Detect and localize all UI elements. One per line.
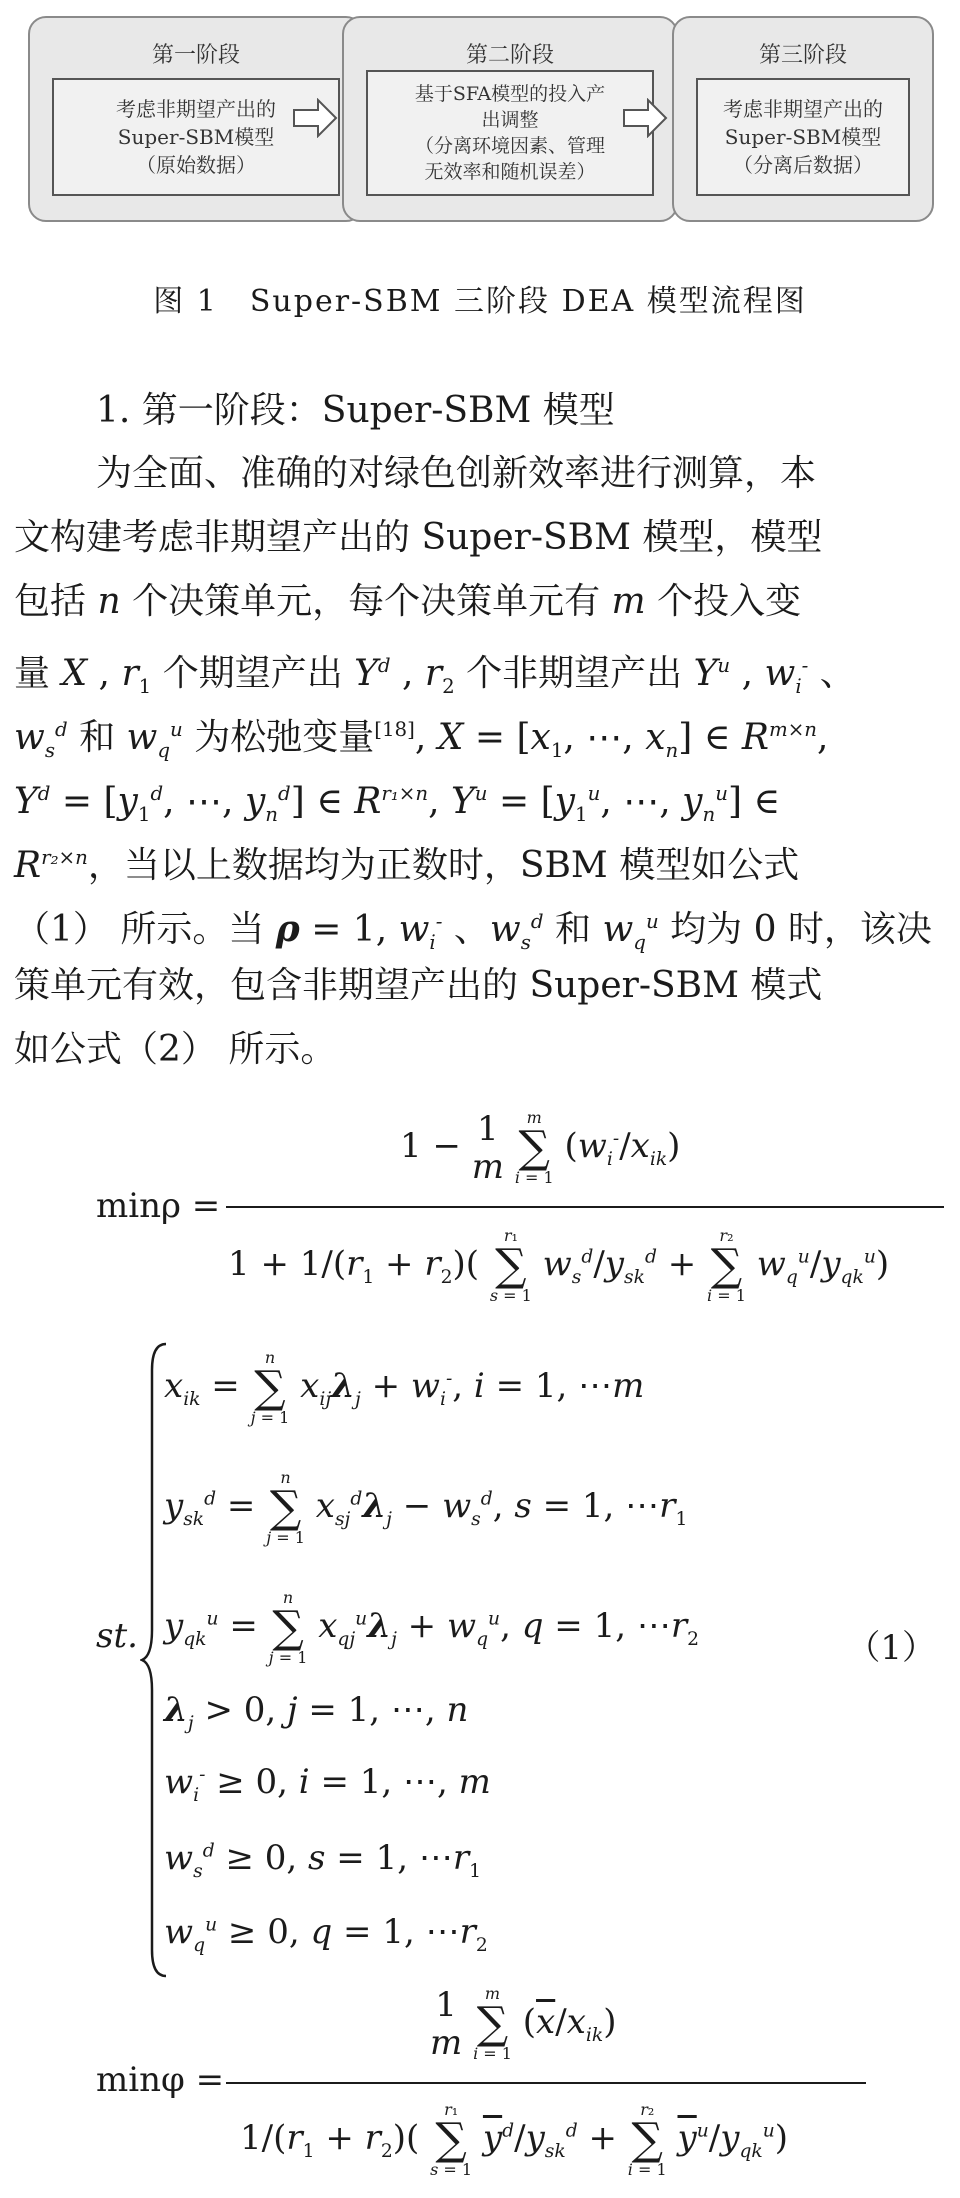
para-line-3: 包括 n 个决策单元，每个决策单元有 m 个投入变 <box>14 581 802 622</box>
stage-1-title: 第一阶段 <box>151 43 240 68</box>
para-line-2: 文构建考虑非期望产出的 Super-SBM 模型，模型 <box>14 517 823 558</box>
stage-2-content <box>366 70 654 196</box>
stage-3-line: （分离后数据） <box>733 153 873 177</box>
stage-3-line: Super-SBM模型 <box>724 125 882 149</box>
stage-1-line: Super-SBM模型 <box>117 125 275 149</box>
fraction-line <box>226 1206 944 1208</box>
stage-2-line: 出调整 <box>481 109 539 131</box>
para-line-9: 策单元有效，包含非期望产出的 Super-SBM 模式 <box>14 965 823 1006</box>
stage-3-content <box>696 78 910 196</box>
stage-3-box <box>672 16 934 222</box>
constraint-7: $w_q^u \ge 0$, q = 1, $\cdots r_2$ <box>164 1912 488 1956</box>
flowchart <box>0 0 960 230</box>
constraint-5: $w_i^- \ge 0$, i = 1, ⋯, m <box>164 1762 491 1806</box>
para-line-7: $R^{r_2\times n}$，当以上数据均为正数时，SBM 模型如公式 <box>14 845 800 886</box>
denominator-2: $1/(r_1 + r_2)$( r₁ ∑ s = 1 $\overline{y}^d/y_{sk}^d + r_2$ ∑ i = 1 $\overline{y}^u/y_{qk}^u$) <box>240 2100 789 2179</box>
min-rho-label: minρ = <box>96 1186 221 1226</box>
para-line-5: $w_s^d$ 和 $w_q^u$ 为松弛变量[18], $X = [x_1$, ⋯, $x_n$] ∈ $R^{m\times n}$, <box>14 717 829 763</box>
stage-1-line: （原始数据） <box>136 153 256 177</box>
stage-2-line: 无效率和随机误差） <box>424 161 596 183</box>
equation-number: （1） <box>846 1628 936 1668</box>
para-line-4: 量 X , $r_1$ 个期望产出 $Y^d$ , $r_2$ 个非期望产出 $Y^u$ , $w_i^-$ 、 <box>14 653 856 699</box>
figure-caption: 图 1 Super-SBM 三阶段 DEA 模型流程图 <box>153 284 807 319</box>
st-label: st. <box>96 1616 138 1656</box>
para-line-8: （1） 所示。当 ρ = 1, $w_i^-$ 、$w_s^d$ 和 $w_q^u$ 均为 0 时，该决 <box>14 908 932 955</box>
min-phi-label: minφ = <box>96 2060 225 2100</box>
para-line-10: 如公式（2） 所示。 <box>14 1029 337 1070</box>
constraint-6: $w_s^d \ge 0$, s = 1, $\cdots r_1$ <box>164 1838 481 1882</box>
denominator-1: $1 + 1/(r_1 + r_2)$( r₁ ∑ s = 1 $w_s^d/y_{sk}^d + r_2$ ∑ i = 1 $w_q^u/y_{qk}^u$) <box>228 1226 890 1305</box>
stage-3-title: 第三阶段 <box>758 43 847 68</box>
section-heading: 1. 第一阶段：Super-SBM 模型 <box>96 390 615 431</box>
numerator-2: 1 m m ∑ i = 1 $(\overline{x}/x_{ik})$ <box>430 1984 617 2063</box>
stage-1-line: 考虑非期望产出的 <box>116 97 276 121</box>
arrow-right-icon <box>292 98 338 138</box>
stage-2-line: 基于SFA模型的投入产 <box>414 83 606 105</box>
arrow-right-icon <box>622 98 668 138</box>
stage-2-line: （分离环境因素、管理 <box>414 135 605 157</box>
numerator-1: 1 − 1 m m ∑ i = 1 $(w_i^-/x_{ik})$ <box>400 1108 681 1187</box>
constraint-1: $x_{ik} = n$ ∑ j = 1 $x_{ij}\lambda_j + w_i^-$, i = 1, ⋯m <box>164 1348 645 1427</box>
constraint-4: $\lambda_j > 0$, j = 1, ⋯, n <box>164 1690 469 1734</box>
constraint-2: $y_{sk}^d = n$ ∑ j = 1 $x_{sj}^d\lambda_j - w_s^d$, s = 1, $\cdots r_1$ <box>164 1468 688 1547</box>
para-line-1: 为全面、准确的对绿色创新效率进行测算，本 <box>96 453 817 494</box>
citation-ref[interactable]: [18] <box>374 718 415 741</box>
para-line-6: $Y^d = [y_1^d$, ⋯, $y_n^d$] ∈ $R^{r_1\times n}$, $Y^u = [y_1^u$, ⋯, $y_n^u$] ∈ <box>14 781 781 827</box>
stage-2-title: 第二阶段 <box>465 43 554 68</box>
constraint-3: $y_{qk}^u = n$ ∑ j = 1 $x_{qj}^u\lambda_j + w_q^u$, q = 1, $\cdots r_2$ <box>164 1588 699 1667</box>
stage-3-line: 考虑非期望产出的 <box>723 97 883 121</box>
fraction-line <box>226 2082 866 2084</box>
